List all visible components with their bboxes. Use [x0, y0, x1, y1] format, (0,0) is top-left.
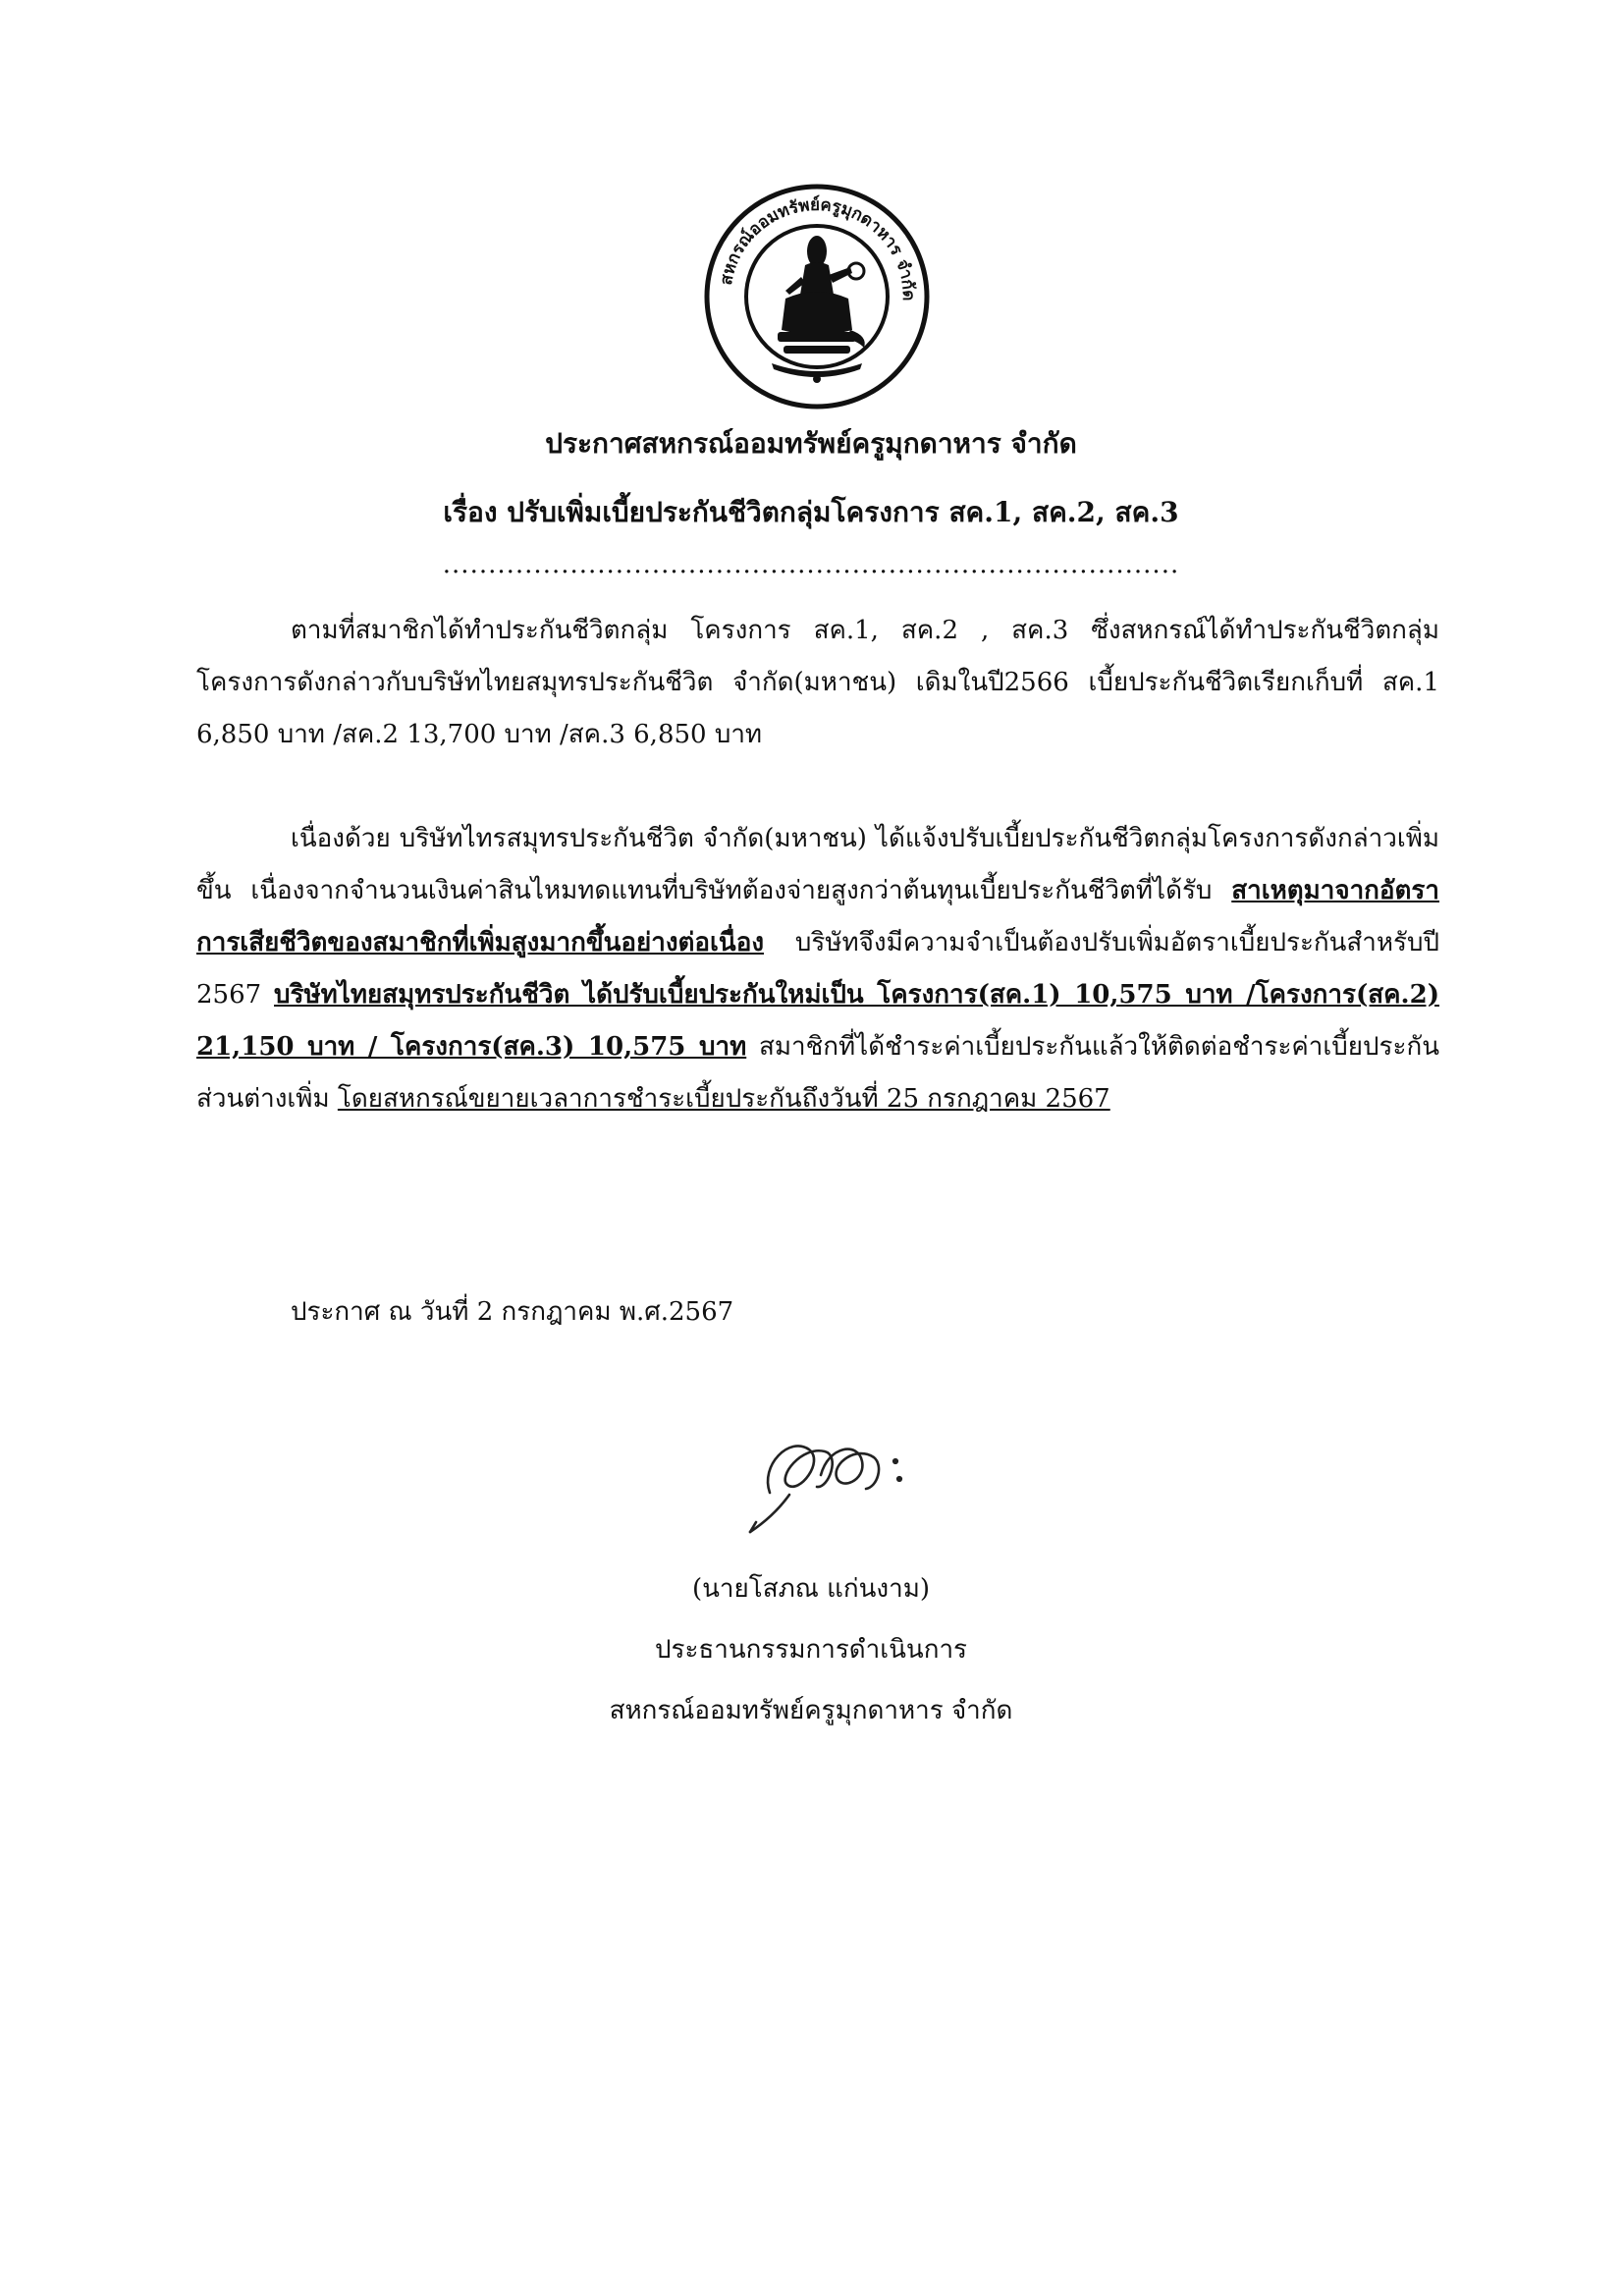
- signer-position: ประธานกรรมการดำเนินการ: [654, 1635, 968, 1665]
- signer-name: (นายโสภณ แก่นงาม): [692, 1574, 930, 1604]
- announcement-date: [196, 1286, 1439, 1339]
- dotted-separator: .................................................................................: [442, 550, 1180, 579]
- cooperative-seal-icon: [703, 183, 931, 410]
- paragraph-2-deadline-highlight: โดยสหกรณ์ขยายเวลาการชำระเบี้ยประกันถึงวันที่ 25 กรกฎาคม 2567: [337, 1084, 1110, 1114]
- paragraph-1: [196, 605, 1439, 761]
- handwritten-signature-icon: [730, 1406, 927, 1540]
- svg-text:สหกรณ์ออมทรัพย์ครูมุกดาหาร จำก: สหกรณ์ออมทรัพย์ครูมุกดาหาร จำกัด: [716, 194, 919, 301]
- announcement-subject: เรื่อง ปรับเพิ่มเบี้ยประกันชีวิตกลุ่มโครงการ สค.1, สค.2, สค.3: [443, 496, 1179, 528]
- paragraph-2: [196, 813, 1439, 1125]
- paragraph-2-text-c: บริษัทจึงมีความจำเป็นต้องปรับเพิ่มอัตราเบี้ยประกันสำหรับปี 2567: [196, 928, 1439, 1010]
- announcement-title: ประกาศสหกรณ์ออมทรัพย์ครูมุกดาหาร จำกัด: [545, 427, 1077, 460]
- paragraph-2-text-a: เนื่องด้วย บริษัทไทรสมุทรประกันชีวิต จำกัด(มหาชน) ได้แจ้งปรับเบี้ยประกันชีวิตกลุ่มโครงการดังกล่าวเพิ่มขึ้น เนื่องจากจำนวนเงินค่าสินไหมทดแทนที่บริษัทต้องจ่ายสูงกว่าต้นทุนเบี้ยประกันชีวิตที่ได้รับ: [196, 824, 1439, 905]
- paragraph-2-text-e: สมาชิกที่ได้ชำระค่าเบี้ยประกันแล้วให้ติดต่อชำระค่าเบี้ยประกันส่วนต่างเพิ่ม: [196, 1032, 1439, 1114]
- paragraph-2-new-premium-highlight: บริษัทไทยสมุทรประกันชีวิต ได้ปรับเบี้ยประกันใหม่เป็น โครงการ(สค.1) 10,575 บาท /โครงการ(สค.2) 21,150 บาท / โครงการ(สค.3) 10,575 บาท: [196, 980, 1439, 1062]
- paragraph-1-text: ตามที่สมาชิกได้ทำประกันชีวิตกลุ่ม โครงการ สค.1, สค.2 , สค.3 ซึ่งสหกรณ์ได้ทำประกันชีวิตกลุ่มโครงการดังกล่าวกับบริษัทไทยสมุทรประกันชีวิต จำกัด(มหาชน) เดิมในปี2566 เบี้ยประกันชีวิตเรียกเก็บที่ สค.1 6,850 บาท /สค.2 13,700 บาท /สค.3 6,850 บาท: [196, 616, 1439, 749]
- paragraph-2-cause-highlight: สาเหตุมาจากอัตราการเสียชีวิตของสมาชิกที่เพิ่มสูงมากขึ้นอย่างต่อเนื่อง: [196, 876, 1439, 957]
- signer-organization: สหกรณ์ออมทรัพย์ครูมุกดาหาร จำกัด: [609, 1696, 1013, 1725]
- announcement-date-text: ประกาศ ณ วันที่ 2 กรกฎาคม พ.ศ.2567: [291, 1297, 734, 1327]
